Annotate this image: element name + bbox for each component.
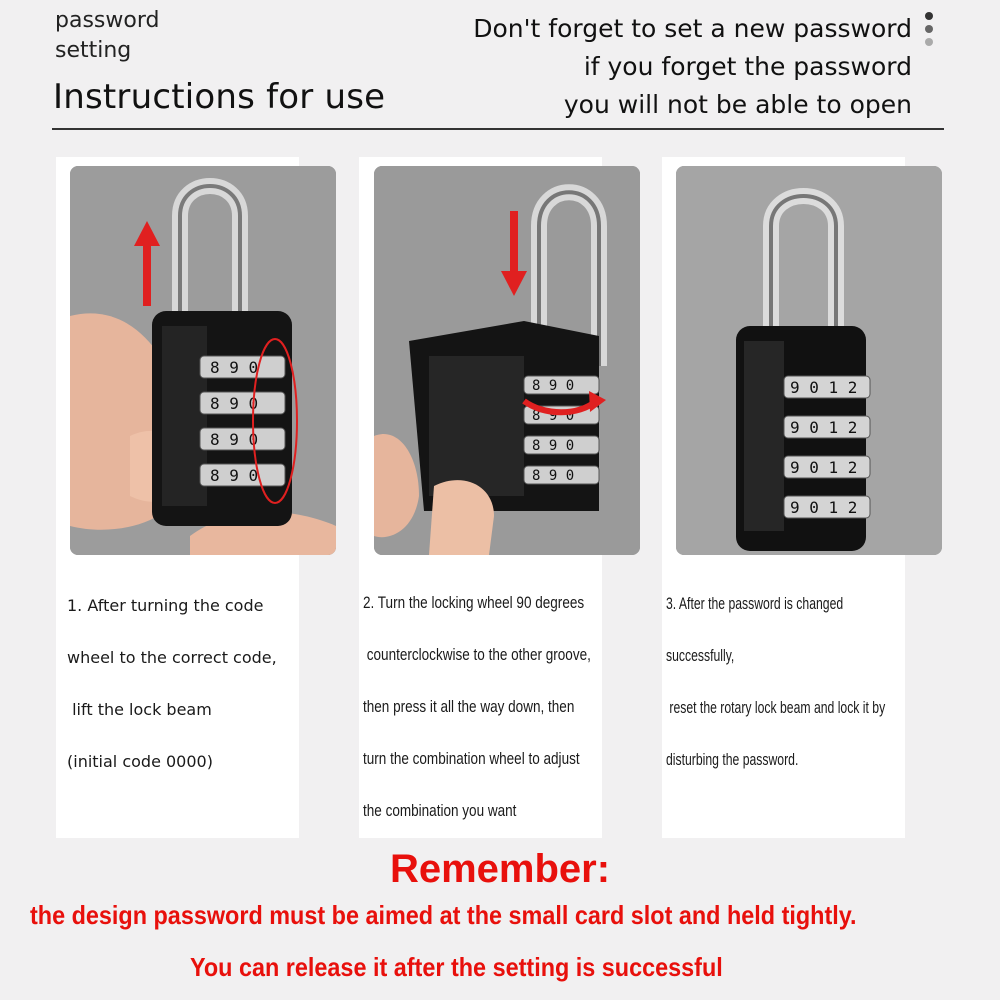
svg-text:8 9 0: 8 9 0 — [532, 408, 575, 424]
svg-text:8 9 0: 8 9 0 — [210, 430, 259, 449]
warning-line2: if you forget the password — [583, 52, 912, 81]
step-3-line-2: reset the rotary lock beam and lock it by — [666, 699, 886, 717]
svg-text:8 9 0: 8 9 0 — [532, 378, 575, 394]
svg-text:8 9 0: 8 9 0 — [210, 394, 259, 413]
svg-text:9 0 1 2: 9 0 1 2 — [790, 458, 858, 477]
step-2-line-4: turn the combination wheel to adjust — [363, 750, 580, 768]
svg-text:8 9 0: 8 9 0 — [210, 466, 259, 485]
svg-text:8 9 0: 8 9 0 — [532, 468, 575, 484]
step-2-line-3: then press it all the way down, then — [363, 698, 575, 716]
step-1-line-3: lift the lock beam — [67, 700, 212, 719]
step-3-text — [666, 578, 956, 786]
step-1-line-2: wheel to the correct code, — [67, 648, 277, 667]
password-setting-line2: setting — [55, 38, 132, 63]
warning-line1: Don't forget to set a new password — [473, 14, 912, 43]
step-1-line-4: (initial code 0000) — [67, 752, 213, 771]
remember-line-2: You can release it after the setting is successful — [190, 952, 723, 982]
step-3-line-3: disturbing the password. — [666, 751, 799, 769]
padlock-opening-icon — [70, 166, 336, 555]
remember-heading: Remember: — [389, 847, 611, 891]
svg-text:9 0 1 2: 9 0 1 2 — [790, 498, 858, 517]
step-3-line-1: 3. After the password is changed successfully, — [666, 595, 844, 665]
svg-text:9 0 1 2: 9 0 1 2 — [790, 378, 858, 397]
header-divider — [52, 128, 944, 130]
svg-text:9 0 1 2: 9 0 1 2 — [790, 418, 858, 437]
step-1-text — [67, 580, 297, 788]
step-2-text — [363, 577, 653, 837]
step-2-line-2: counterclockwise to the other groove, — [363, 646, 591, 664]
svg-text:8 9 0: 8 9 0 — [210, 358, 259, 377]
more-vertical-icon — [925, 12, 935, 51]
remember-line-1: the design password must be aimed at the small card slot and held tightly. — [30, 900, 857, 930]
padlock-pressing-icon — [374, 166, 640, 555]
svg-text:8 9 0: 8 9 0 — [532, 438, 575, 454]
password-setting-label — [55, 6, 159, 66]
step-1-line-1: 1. After turning the code — [67, 596, 264, 615]
step-2-line-5: the combination you want — [363, 802, 517, 820]
page-title: Instructions for use — [53, 77, 386, 117]
padlock-locked-icon — [676, 166, 942, 555]
warning-text — [352, 10, 912, 124]
password-setting-line1: password — [55, 8, 160, 33]
step-2-line-1: 2. Turn the locking wheel 90 degrees — [363, 594, 585, 612]
warning-line3: you will not be able to open — [563, 90, 912, 119]
